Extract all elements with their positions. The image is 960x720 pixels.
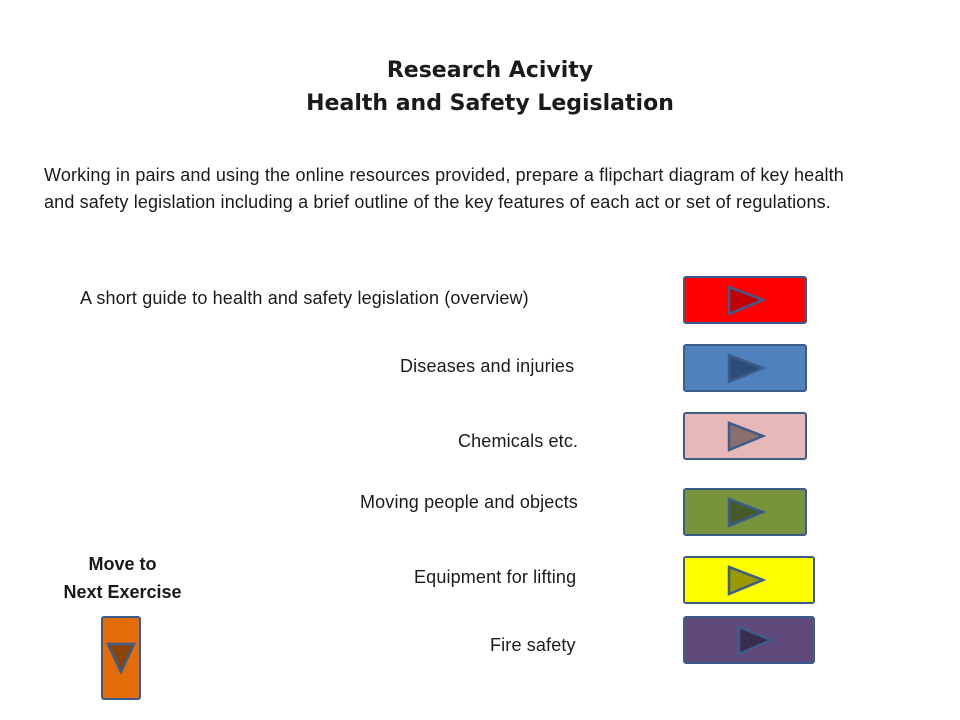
next-exercise-line-1: Move to bbox=[88, 554, 157, 574]
intro-text: Working in pairs and using the online resources provided, prepare a flipchart diagram of key health and safety legislation including a brief outline of the key features of each act or set of regulations. bbox=[44, 165, 844, 212]
down-arrow-icon bbox=[103, 618, 139, 698]
next-exercise-label bbox=[40, 550, 205, 606]
chemicals-link-button[interactable] bbox=[683, 412, 807, 460]
title-line-2: Health and Safety Legislation bbox=[306, 91, 674, 116]
overview-link-button[interactable] bbox=[683, 276, 807, 324]
link-label-lifting: Equipment for lifting bbox=[414, 567, 577, 587]
link-label-fire: Fire safety bbox=[490, 635, 576, 655]
play-arrow-icon bbox=[685, 346, 805, 390]
title-line-1: Research Acivity bbox=[386, 58, 594, 83]
link-label-overview: A short guide to health and safety legislation (overview) bbox=[80, 288, 529, 308]
play-arrow-icon bbox=[685, 490, 805, 534]
play-arrow-icon bbox=[685, 558, 813, 602]
play-arrow-icon bbox=[685, 278, 805, 322]
link-label-chemicals: Chemicals etc. bbox=[458, 431, 579, 451]
next-exercise-line-2: Next Exercise bbox=[63, 582, 182, 602]
page-title bbox=[0, 54, 960, 120]
moving-link-button[interactable] bbox=[683, 488, 807, 536]
next-exercise-button[interactable] bbox=[101, 616, 141, 700]
link-label-diseases: Diseases and injuries bbox=[400, 356, 575, 376]
link-label-moving: Moving people and objects bbox=[360, 492, 578, 512]
fire-safety-link-button[interactable] bbox=[683, 616, 815, 664]
play-arrow-icon bbox=[685, 414, 805, 458]
diseases-link-button[interactable] bbox=[683, 344, 807, 392]
play-arrow-icon bbox=[685, 618, 813, 662]
lifting-link-button[interactable] bbox=[683, 556, 815, 604]
